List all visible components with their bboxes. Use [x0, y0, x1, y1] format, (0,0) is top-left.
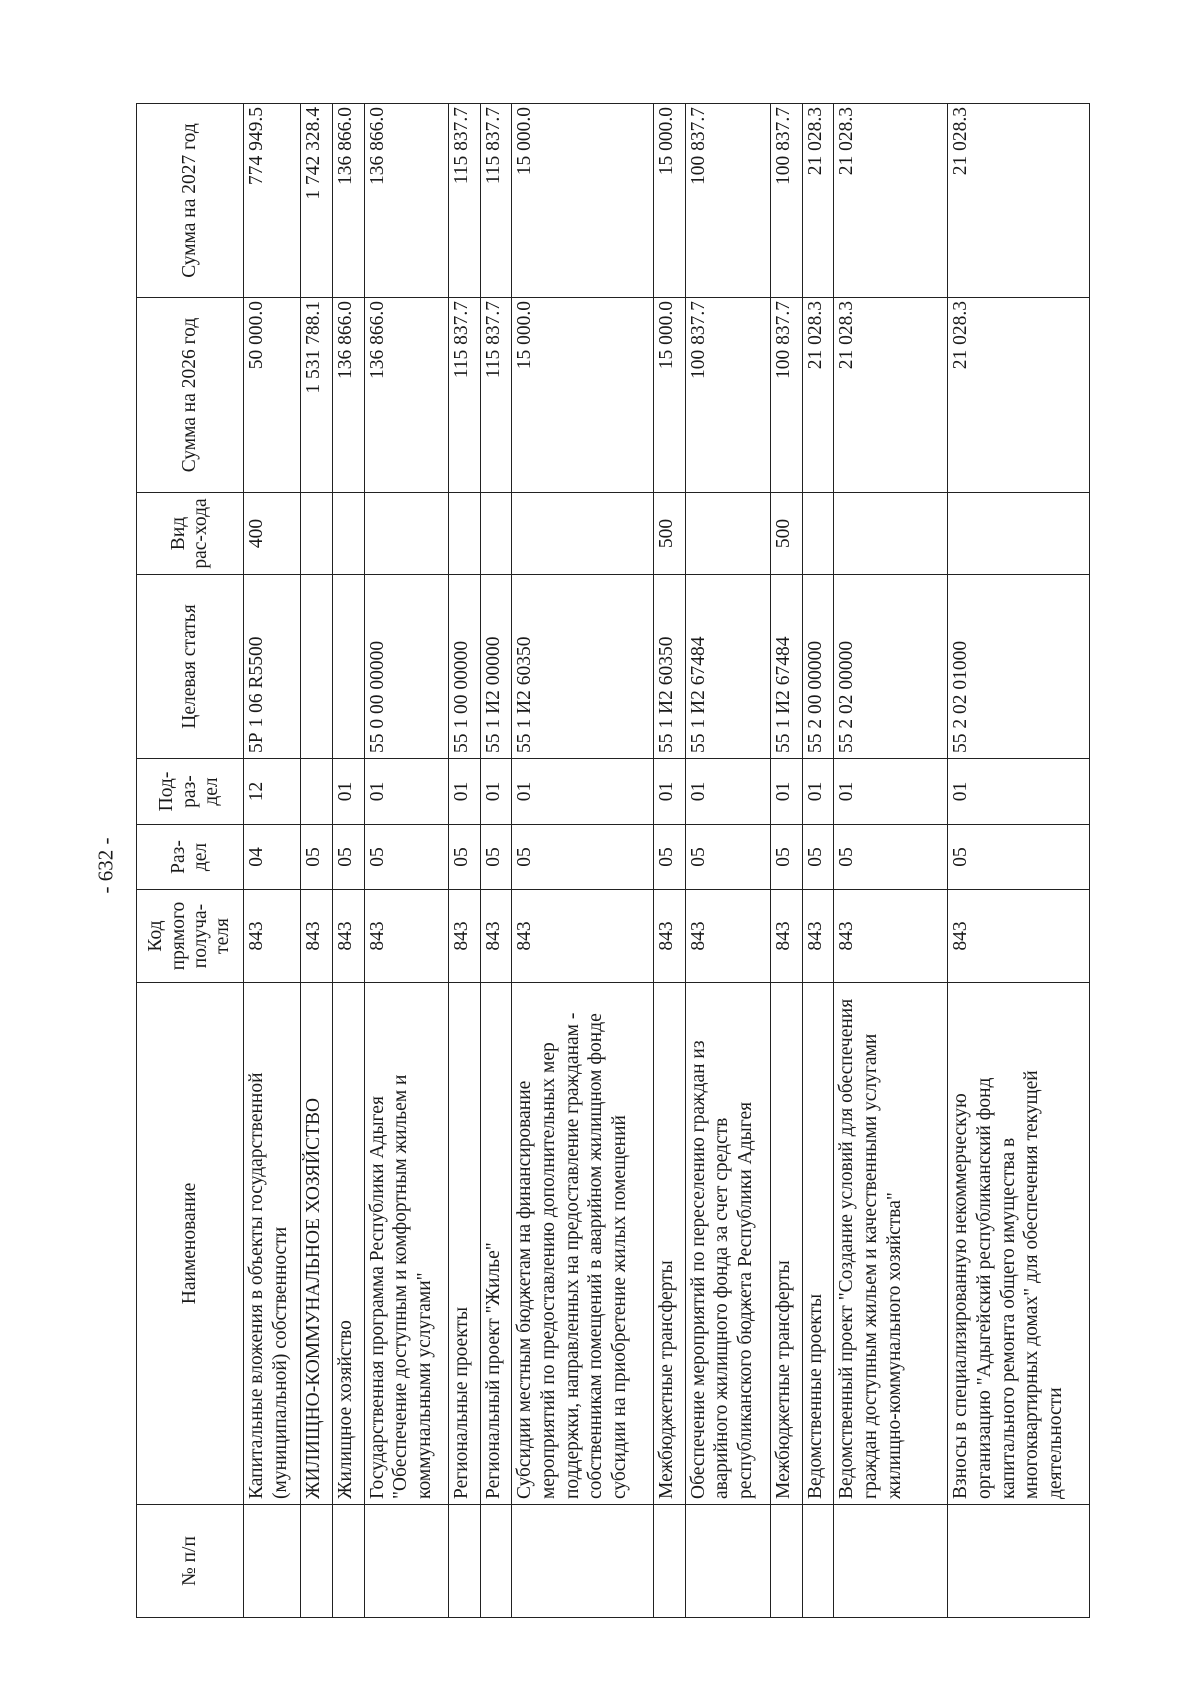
cell-sum-2026: 100 837.7 [685, 298, 771, 493]
cell-name: Взносы в специализированную некоммерческую организацию "Адыгейский республиканский фонд капитального ремонта общего имущества в многоквартирных домах" для обеспечения текущей деятельности [947, 983, 1089, 1505]
cell-name: ЖИЛИЩНО-КОММУНАЛЬНОЕ ХОЗЯЙСТВО [301, 983, 333, 1505]
cell-num [947, 1505, 1089, 1618]
cell-code: 843 [301, 890, 333, 983]
cell-podrazdel: 01 [480, 759, 512, 825]
cell-podrazdel: 01 [947, 759, 1089, 825]
cell-code: 843 [332, 890, 364, 983]
cell-razdel: 05 [364, 825, 448, 890]
cell-num [244, 1505, 301, 1618]
cell-sum-2026: 115 837.7 [448, 298, 480, 493]
budget-table-container [136, 104, 1090, 1618]
cell-statya: 55 0 00 00000 [364, 575, 448, 759]
cell-code: 843 [834, 890, 948, 983]
cell-podrazdel: 12 [244, 759, 301, 825]
cell-vid: 400 [244, 493, 301, 575]
cell-vid [332, 493, 364, 575]
cell-sum-2026: 15 000.0 [653, 298, 685, 493]
table-header [137, 104, 244, 1618]
cell-statya: 5Р 1 06 R5500 [244, 575, 301, 759]
cell-vid [448, 493, 480, 575]
cell-podrazdel: 01 [685, 759, 771, 825]
table-row [332, 104, 364, 1618]
cell-razdel: 05 [480, 825, 512, 890]
cell-vid [685, 493, 771, 575]
cell-sum-2027: 115 837.7 [480, 104, 512, 298]
cell-num [332, 1505, 364, 1618]
cell-razdel: 05 [332, 825, 364, 890]
cell-name: Государственная программа Республики Адыгея "Обеспечение доступным и комфортным жильем и коммунальными услугами" [364, 983, 448, 1505]
cell-sum-2026: 21 028.3 [834, 298, 948, 493]
cell-sum-2026: 21 028.3 [947, 298, 1089, 493]
cell-name: Региональный проект "Жилье" [480, 983, 512, 1505]
cell-sum-2027: 21 028.3 [947, 104, 1089, 298]
cell-vid [480, 493, 512, 575]
cell-podrazdel: 01 [653, 759, 685, 825]
cell-vid [834, 493, 948, 575]
cell-vid [512, 493, 654, 575]
cell-statya: 55 2 00 00000 [802, 575, 834, 759]
table-row [480, 104, 512, 1618]
cell-razdel: 05 [448, 825, 480, 890]
cell-vid: 500 [653, 493, 685, 575]
header-code: Код прямого получа-теля [137, 890, 244, 983]
cell-razdel: 05 [947, 825, 1089, 890]
cell-podrazdel: 01 [512, 759, 654, 825]
cell-razdel: 05 [685, 825, 771, 890]
cell-name: Жилищное хозяйство [332, 983, 364, 1505]
cell-sum-2026: 1 531 788.1 [301, 298, 333, 493]
cell-code: 843 [244, 890, 301, 983]
cell-num [771, 1505, 803, 1618]
cell-num [834, 1505, 948, 1618]
cell-razdel: 05 [802, 825, 834, 890]
table-body [244, 104, 1090, 1618]
cell-sum-2027: 136 866.0 [364, 104, 448, 298]
cell-sum-2027: 15 000.0 [512, 104, 654, 298]
cell-razdel: 05 [653, 825, 685, 890]
cell-vid [947, 493, 1089, 575]
header-statya: Целевая статья [137, 575, 244, 759]
cell-sum-2027: 100 837.7 [771, 104, 803, 298]
cell-statya: 55 1 И2 60350 [653, 575, 685, 759]
cell-podrazdel: 01 [364, 759, 448, 825]
cell-name: Межбюджетные трансферты [771, 983, 803, 1505]
cell-sum-2026: 15 000.0 [512, 298, 654, 493]
cell-vid: 500 [771, 493, 803, 575]
cell-sum-2026: 50 000.0 [244, 298, 301, 493]
cell-sum-2026: 136 866.0 [332, 298, 364, 493]
cell-statya: 55 1 И2 60350 [512, 575, 654, 759]
cell-vid [301, 493, 333, 575]
cell-vid [364, 493, 448, 575]
cell-razdel: 05 [301, 825, 333, 890]
cell-razdel: 05 [512, 825, 654, 890]
cell-name: Региональные проекты [448, 983, 480, 1505]
header-razdel: Раз-дел [137, 825, 244, 890]
cell-statya: 55 1 И2 67484 [685, 575, 771, 759]
cell-name: Обеспечение мероприятий по переселению граждан из аварийного жилищного фонда за счет средств республиканского бюджета Республики Адыгея [685, 983, 771, 1505]
cell-sum-2027: 1 742 328.4 [301, 104, 333, 298]
table-row [653, 104, 685, 1618]
cell-statya: 55 2 02 00000 [834, 575, 948, 759]
header-name: Наименование [137, 983, 244, 1505]
header-sum-2026: Сумма на 2026 год [137, 298, 244, 493]
page-number-text: - 632 - [93, 837, 118, 893]
table-row [802, 104, 834, 1618]
cell-podrazdel: 01 [332, 759, 364, 825]
cell-statya: 55 1 И2 00000 [480, 575, 512, 759]
cell-name: Межбюджетные трансферты [653, 983, 685, 1505]
cell-podrazdel [301, 759, 333, 825]
cell-num [480, 1505, 512, 1618]
cell-podrazdel: 01 [448, 759, 480, 825]
cell-podrazdel: 01 [802, 759, 834, 825]
cell-sum-2027: 21 028.3 [802, 104, 834, 298]
cell-name: Ведомственные проекты [802, 983, 834, 1505]
header-podrazdel: Под-раз-дел [137, 759, 244, 825]
cell-code: 843 [448, 890, 480, 983]
cell-sum-2027: 136 866.0 [332, 104, 364, 298]
cell-sum-2026: 115 837.7 [480, 298, 512, 493]
cell-statya: 55 2 02 01000 [947, 575, 1089, 759]
cell-sum-2027: 115 837.7 [448, 104, 480, 298]
cell-vid [802, 493, 834, 575]
cell-num [802, 1505, 834, 1618]
cell-num [448, 1505, 480, 1618]
cell-code: 843 [771, 890, 803, 983]
cell-sum-2026: 136 866.0 [364, 298, 448, 493]
cell-razdel: 05 [771, 825, 803, 890]
cell-code: 843 [480, 890, 512, 983]
cell-sum-2027: 774 949.5 [244, 104, 301, 298]
cell-code: 843 [947, 890, 1089, 983]
cell-statya [301, 575, 333, 759]
cell-podrazdel: 01 [834, 759, 948, 825]
cell-num [301, 1505, 333, 1618]
budget-table [136, 103, 1090, 1618]
table-row [244, 104, 301, 1618]
cell-sum-2026: 21 028.3 [802, 298, 834, 493]
table-row [834, 104, 948, 1618]
table-row [947, 104, 1089, 1618]
cell-name: Субсидии местным бюджетам на финансирование мероприятий по предоставлению дополнительных мер поддержки, направленных на предоставление гражданам - собственникам помещений в аварийном жилищном фонде субсидии на приобретение жилых помещений [512, 983, 654, 1505]
cell-code: 843 [685, 890, 771, 983]
cell-sum-2026: 100 837.7 [771, 298, 803, 493]
table-row [685, 104, 771, 1618]
cell-sum-2027: 15 000.0 [653, 104, 685, 298]
cell-code: 843 [802, 890, 834, 983]
cell-num [685, 1505, 771, 1618]
cell-statya: 55 1 00 00000 [448, 575, 480, 759]
table-row [364, 104, 448, 1618]
header-sum-2027: Сумма на 2027 год [137, 104, 244, 298]
cell-sum-2027: 21 028.3 [834, 104, 948, 298]
cell-podrazdel: 01 [771, 759, 803, 825]
cell-num [512, 1505, 654, 1618]
cell-name: Ведомственный проект "Создание условий для обеспечения граждан доступным жильем и качественными услугами жилищно-коммунального хозяйства" [834, 983, 948, 1505]
cell-code: 843 [653, 890, 685, 983]
cell-code: 843 [512, 890, 654, 983]
cell-code: 843 [364, 890, 448, 983]
cell-name: Капитальные вложения в объекты государственной (муниципальной) собственности [244, 983, 301, 1505]
cell-razdel: 05 [834, 825, 948, 890]
table-row [448, 104, 480, 1618]
cell-sum-2027: 100 837.7 [685, 104, 771, 298]
cell-razdel: 04 [244, 825, 301, 890]
header-vid: Вид рас-хода [137, 493, 244, 575]
table-row [512, 104, 654, 1618]
header-num: № п/п [137, 1505, 244, 1618]
page-number [86, 820, 126, 910]
cell-num [364, 1505, 448, 1618]
cell-num [653, 1505, 685, 1618]
table-row [301, 104, 333, 1618]
cell-statya [332, 575, 364, 759]
table-row [771, 104, 803, 1618]
cell-statya: 55 1 И2 67484 [771, 575, 803, 759]
